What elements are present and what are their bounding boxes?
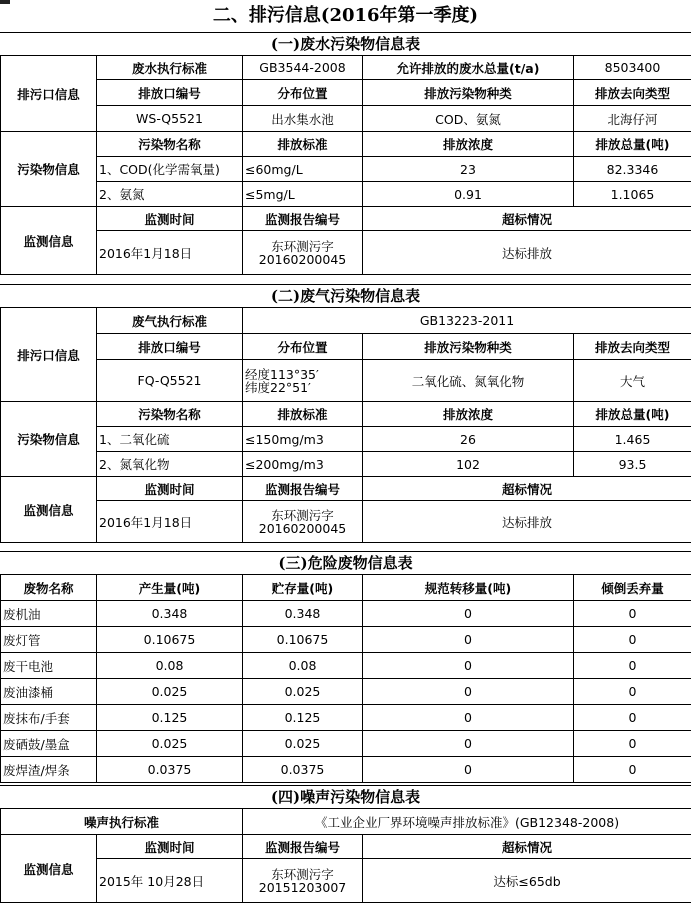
hazard-section-title: (三)危险废物信息表: [0, 551, 691, 574]
water-pollutant-types: COD、氨氮: [363, 106, 574, 132]
water-report-line2: 20160200045: [258, 251, 347, 267]
noise-monitor-time: 2015年 10月28日: [97, 859, 243, 903]
water-pollutant-label: 污染物信息: [1, 132, 97, 207]
hazard-cell-produced: 0.0375: [97, 757, 243, 783]
gas-report-line2: 20160200045: [258, 520, 347, 536]
gas-row-total: 1.465: [574, 427, 691, 452]
hazard-cell-dumped: 0: [574, 757, 691, 783]
hazard-cell-produced: 0.125: [97, 705, 243, 731]
noise-table: [0, 808, 691, 903]
water-header-concentration: 排放浓度: [363, 132, 574, 157]
gas-header-time: 监测时间: [97, 477, 243, 501]
water-allowed-total-label: 允许排放的废水总量(t/a): [363, 56, 574, 80]
gas-header-pollutant-types: 排放污染物种类: [363, 334, 574, 360]
gas-header-report: 监测报告编号: [243, 477, 363, 501]
gas-header-total: 排放总量(吨): [574, 402, 691, 427]
hazard-cell-transferred: 0: [363, 627, 574, 653]
hazard-cell-dumped: 0: [574, 705, 691, 731]
water-row-standard: ≤60mg/L: [243, 157, 363, 182]
water-monitor-report: [243, 231, 363, 275]
table-row: [1, 705, 691, 731]
hazard-cell-stored: 0.025: [243, 731, 363, 757]
gas-row-standard: ≤150mg/m3: [243, 427, 363, 452]
page-title: 二、排污信息(2016年第一季度): [212, 5, 479, 26]
gas-monitor-exceed: 达标排放: [363, 501, 691, 543]
water-row-total: 1.1065: [574, 182, 691, 207]
hazard-cell-name: 废油漆桶: [1, 679, 97, 705]
hazard-cell-name: 废硒鼓/墨盒: [1, 731, 97, 757]
water-header-exceed: 超标情况: [363, 207, 691, 231]
hazard-cell-stored: 0.348: [243, 601, 363, 627]
gas-outlet-no: FQ-Q5521: [97, 360, 243, 402]
water-section-title: (一)废水污染物信息表: [0, 32, 691, 55]
gas-row-total: 93.5: [574, 452, 691, 477]
hazard-cell-transferred: 0: [363, 653, 574, 679]
water-outlet-no: WS-Q5521: [97, 106, 243, 132]
noise-standard-value: 《工业企业厂界环境噪声排放标准》(GB12348-2008): [243, 809, 691, 835]
hazard-cell-dumped: 0: [574, 679, 691, 705]
water-header-total: 排放总量(吨): [574, 132, 691, 157]
gas-section-title: (二)废气污染物信息表: [0, 284, 691, 307]
gas-row-standard: ≤200mg/m3: [243, 452, 363, 477]
gas-dest-type: 大气: [574, 360, 691, 402]
table-row: [1, 627, 691, 653]
noise-report-line2: 20151203007: [258, 879, 347, 895]
water-monitor-label: 监测信息: [1, 207, 97, 275]
gas-header-exceed: 超标情况: [363, 477, 691, 501]
gas-header-name: 污染物名称: [97, 402, 243, 427]
gas-standard-value: GB13223-2011: [243, 308, 691, 334]
hazard-cell-name: 废机油: [1, 601, 97, 627]
gas-header-dest-type: 排放去向类型: [574, 334, 691, 360]
gas-report-line1: 东环测污字: [271, 507, 334, 523]
gas-header-concentration: 排放浓度: [363, 402, 574, 427]
gas-pollutant-types: 二氧化硫、氮氧化物: [363, 360, 574, 402]
hazard-cell-name: 废抹布/手套: [1, 705, 97, 731]
gas-header-location: 分布位置: [243, 334, 363, 360]
water-header-report: 监测报告编号: [243, 207, 363, 231]
hazard-cell-transferred: 0: [363, 757, 574, 783]
hazard-cell-produced: 0.025: [97, 679, 243, 705]
gas-monitor-report: [243, 501, 363, 543]
table-row: [1, 757, 691, 783]
gas-location-latitude: 纬度22°51′: [245, 379, 311, 395]
hazard-cell-produced: 0.025: [97, 731, 243, 757]
water-row-standard: ≤5mg/L: [243, 182, 363, 207]
water-row-name: 1、COD(化学需氧量): [97, 157, 243, 182]
hazard-table: [0, 574, 691, 783]
noise-header-exceed: 超标情况: [363, 835, 691, 859]
gas-row-concentration: 26: [363, 427, 574, 452]
noise-header-time: 监测时间: [97, 835, 243, 859]
table-row: [1, 653, 691, 679]
noise-monitor-report: [243, 859, 363, 903]
hazard-cell-dumped: 0: [574, 627, 691, 653]
gas-pollutant-label: 污染物信息: [1, 402, 97, 477]
hazard-cell-name: 废灯管: [1, 627, 97, 653]
water-dest-type: 北海仔河: [574, 106, 691, 132]
table-row: [1, 679, 691, 705]
hazard-cell-dumped: 0: [574, 653, 691, 679]
gas-header-outlet-no: 排放口编号: [97, 334, 243, 360]
water-allowed-total-value: 8503400: [574, 56, 691, 80]
hazard-header-transferred: 规范转移量(吨): [363, 575, 574, 601]
hazard-cell-transferred: 0: [363, 601, 574, 627]
gas-monitor-label: 监测信息: [1, 477, 97, 543]
water-report-line1: 东环测污字: [271, 238, 334, 254]
water-header-pollutant-types: 排放污染物种类: [363, 80, 574, 106]
gas-location: [243, 360, 363, 402]
hazard-header-produced: 产生量(吨): [97, 575, 243, 601]
water-location: 出水集水池: [243, 106, 363, 132]
gas-table: [0, 307, 691, 543]
water-table: [0, 55, 691, 275]
hazard-cell-transferred: 0: [363, 731, 574, 757]
water-standard-label: 废水执行标准: [97, 56, 243, 80]
water-monitor-exceed: 达标排放: [363, 231, 691, 275]
hazard-cell-transferred: 0: [363, 679, 574, 705]
hazard-cell-stored: 0.125: [243, 705, 363, 731]
hazard-header-dumped: 倾倒丢弃量: [574, 575, 691, 601]
gas-standard-label: 废气执行标准: [97, 308, 243, 334]
water-header-time: 监测时间: [97, 207, 243, 231]
table-row: [1, 601, 691, 627]
hazard-cell-name: 废干电池: [1, 653, 97, 679]
gas-location-longitude: 经度113°35′: [245, 366, 319, 382]
noise-header-report: 监测报告编号: [243, 835, 363, 859]
gas-monitor-time: 2016年1月18日: [97, 501, 243, 543]
hazard-cell-stored: 0.10675: [243, 627, 363, 653]
gas-row-name: 2、氮氧化物: [97, 452, 243, 477]
hazard-cell-transferred: 0: [363, 705, 574, 731]
hazard-cell-produced: 0.08: [97, 653, 243, 679]
noise-monitor-exceed: 达标≤65db: [363, 859, 691, 903]
hazard-cell-produced: 0.10675: [97, 627, 243, 653]
noise-report-line1: 东环测污字: [271, 866, 334, 882]
hazard-cell-stored: 0.08: [243, 653, 363, 679]
hazard-cell-produced: 0.348: [97, 601, 243, 627]
gas-header-standard: 排放标准: [243, 402, 363, 427]
gas-outlet-label: 排污口信息: [1, 308, 97, 402]
water-row-concentration: 0.91: [363, 182, 574, 207]
hazard-cell-dumped: 0: [574, 731, 691, 757]
hazard-header-name: 废物名称: [1, 575, 97, 601]
noise-monitor-label: 监测信息: [1, 835, 97, 903]
water-row-name: 2、氨氮: [97, 182, 243, 207]
gas-row-concentration: 102: [363, 452, 574, 477]
water-monitor-time: 2016年1月18日: [97, 231, 243, 275]
hazard-cell-dumped: 0: [574, 601, 691, 627]
water-outlet-label: 排污口信息: [1, 56, 97, 132]
hazard-cell-name: 废焊渣/焊条: [1, 757, 97, 783]
water-header-dest-type: 排放去向类型: [574, 80, 691, 106]
water-header-name: 污染物名称: [97, 132, 243, 157]
water-row-concentration: 23: [363, 157, 574, 182]
hazard-cell-stored: 0.0375: [243, 757, 363, 783]
table-row: [1, 731, 691, 757]
hazard-cell-stored: 0.025: [243, 679, 363, 705]
noise-section-title: (四)噪声污染物信息表: [0, 785, 691, 808]
water-header-standard: 排放标准: [243, 132, 363, 157]
noise-standard-label: 噪声执行标准: [1, 809, 243, 835]
gas-row-name: 1、二氧化硫: [97, 427, 243, 452]
water-standard-value: GB3544-2008: [243, 56, 363, 80]
water-row-total: 82.3346: [574, 157, 691, 182]
water-header-location: 分布位置: [243, 80, 363, 106]
hazard-header-stored: 贮存量(吨): [243, 575, 363, 601]
water-header-outlet-no: 排放口编号: [97, 80, 243, 106]
